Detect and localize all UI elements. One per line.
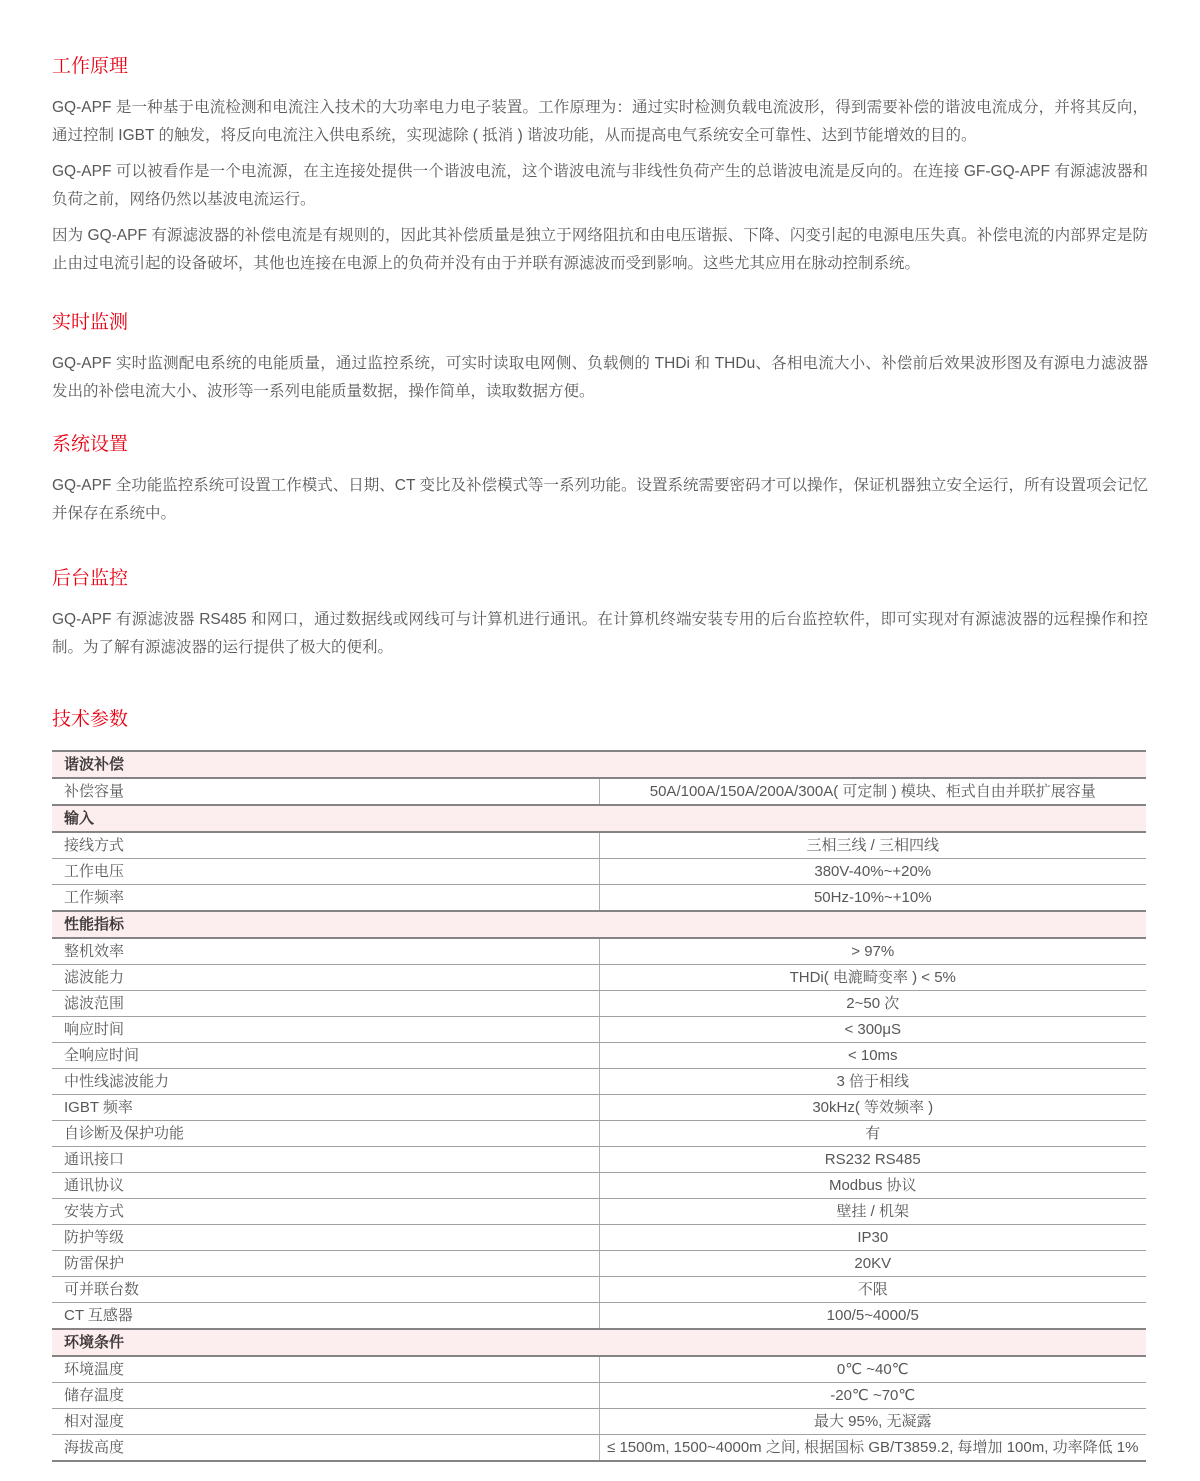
table-row <box>52 991 1146 1017</box>
spec-label-cell: 滤波范围 <box>52 991 599 1017</box>
spec-label-cell: 全响应时间 <box>52 1043 599 1069</box>
spec-value-cell: 三相三线 / 三相四线 <box>599 832 1146 859</box>
table-row <box>52 1277 1146 1303</box>
spec-label-cell: 可并联台数 <box>52 1277 599 1303</box>
spec-value-cell: -20℃ ~70℃ <box>599 1383 1146 1409</box>
section-system-settings <box>52 432 1148 528</box>
table-row <box>52 1409 1146 1435</box>
spec-value-cell: 最大 95%, 无凝露 <box>599 1409 1146 1435</box>
table-row <box>52 1251 1146 1277</box>
spec-label-cell: 环境温度 <box>52 1356 599 1383</box>
paragraph: 因为 GQ-APF 有源滤波器的补偿电流是有规则的，因此其补偿质量是独立于网络阻抗和由电压谐振、下降、闪变引起的电源电压失真。补偿电流的内部界定是防止由过电流引起的设备破坏，其他也连接在电源上的负荷并没有由于并联有源滤波而受到影响。这些尤其应用在脉动控制系统。 <box>52 227 1148 272</box>
paragraph: GQ-APF 全功能监控系统可设置工作模式、日期、CT 变比及补偿模式等一系列功能。设置系统需要密码才可以操作，保证机器独立安全运行，所有设置项会记忆并保存在系统中。 <box>52 477 1148 522</box>
spec-value-cell: < 10ms <box>599 1043 1146 1069</box>
spec-label-cell: 相对湿度 <box>52 1409 599 1435</box>
spec-table <box>52 750 1146 1462</box>
spec-value-cell: 0℃ ~40℃ <box>599 1356 1146 1383</box>
table-row <box>52 1383 1146 1409</box>
section-heading-backend-monitoring: 后台监控 <box>52 568 129 589</box>
table-row <box>52 1017 1146 1043</box>
spec-label-cell: 防雷保护 <box>52 1251 599 1277</box>
spec-label-cell: 工作电压 <box>52 859 599 885</box>
spec-value-cell: THDi( 电漉畸变率 ) < 5% <box>599 965 1146 991</box>
spec-value-cell: > 97% <box>599 938 1146 965</box>
spec-label-cell: 滤波能力 <box>52 965 599 991</box>
spec-label-cell: 海拔高度 <box>52 1435 599 1462</box>
spec-value-cell: 30kHz( 等效频率 ) <box>599 1095 1146 1121</box>
spec-value-cell: RS232 RS485 <box>599 1147 1146 1173</box>
table-group-header <box>52 751 1146 778</box>
spec-value-cell: < 300μS <box>599 1017 1146 1043</box>
spec-value-cell: 壁挂 / 机架 <box>599 1199 1146 1225</box>
spec-value-cell: 不限 <box>599 1277 1146 1303</box>
spec-label-cell: 安装方式 <box>52 1199 599 1225</box>
table-row <box>52 1225 1146 1251</box>
spec-value-cell: Modbus 协议 <box>599 1173 1146 1199</box>
section-realtime-monitoring <box>52 310 1148 406</box>
spec-value-cell: ≤ 1500m, 1500~4000m 之间, 根据国标 GB/T3859.2, 每增加 100m, 功率降低 1% <box>599 1435 1146 1462</box>
table-row <box>52 1173 1146 1199</box>
table-row <box>52 1303 1146 1330</box>
table-row <box>52 1199 1146 1225</box>
spec-value-cell: 50A/100A/150A/200A/300A( 可定制 ) 模块、柜式自由并联扩展容量 <box>599 778 1146 805</box>
table-row <box>52 1043 1146 1069</box>
spec-label-cell: 储存温度 <box>52 1383 599 1409</box>
spec-label-cell: 防护等级 <box>52 1225 599 1251</box>
table-group-header-label: 谐波补偿 <box>52 751 1146 778</box>
sections-container <box>52 54 1148 733</box>
table-row <box>52 1356 1146 1383</box>
table-group-header <box>52 911 1146 938</box>
spec-label-cell: IGBT 频率 <box>52 1095 599 1121</box>
table-row <box>52 1121 1146 1147</box>
section-heading-working-principle: 工作原理 <box>52 56 129 77</box>
table-row <box>52 965 1146 991</box>
section-working-principle <box>52 54 1148 278</box>
table-row <box>52 885 1146 912</box>
spec-label-cell: 通讯接口 <box>52 1147 599 1173</box>
section-heading-realtime-monitoring: 实时监测 <box>52 312 129 333</box>
table-row <box>52 1069 1146 1095</box>
spec-value-cell: 100/5~4000/5 <box>599 1303 1146 1330</box>
table-row <box>52 938 1146 965</box>
document-page <box>0 54 1200 1462</box>
table-row <box>52 778 1146 805</box>
spec-table-body <box>52 751 1146 1461</box>
table-group-header-label: 环境条件 <box>52 1329 1146 1356</box>
spec-label-cell: 补偿容量 <box>52 778 599 805</box>
spec-value-cell: 2~50 次 <box>599 991 1146 1017</box>
spec-value-cell: 有 <box>599 1121 1146 1147</box>
spec-value-cell: 50Hz-10%~+10% <box>599 885 1146 912</box>
spec-label-cell: 中性线滤波能力 <box>52 1069 599 1095</box>
spec-value-cell: 20KV <box>599 1251 1146 1277</box>
table-group-header <box>52 1329 1146 1356</box>
section-backend-monitoring <box>52 566 1148 662</box>
spec-label-cell: 工作频率 <box>52 885 599 912</box>
spec-label-cell: 自诊断及保护功能 <box>52 1121 599 1147</box>
table-group-header <box>52 805 1146 832</box>
spec-label-cell: 通讯协议 <box>52 1173 599 1199</box>
section-technical-parameters <box>52 707 1148 733</box>
table-row <box>52 832 1146 859</box>
paragraph: GQ-APF 有源滤波器 RS485 和网口，通过数据线或网线可与计算机进行通讯。在计算机终端安装专用的后台监控软件，即可实现对有源滤波器的远程操作和控制。为了解有源滤波器的运行提供了极大的便利。 <box>52 611 1148 656</box>
paragraph: GQ-APF 是一种基于电流检测和电流注入技术的大功率电力电子装置。工作原理为：通过实时检测负载电流波形，得到需要补偿的谐波电流成分，并将其反向，通过控制 IGBT 的触发，将反向电流注入供电系统，实现滤除 ( 抵消 ) 谐波功能，从而提高电气系统安全可靠性、达到节能增效的目的。 <box>52 99 1148 144</box>
paragraph: GQ-APF 实时监测配电系统的电能质量，通过监控系统，可实时读取电网侧、负载侧的 THDi 和 THDu、各相电流大小、补偿前后效果波形图及有源电力滤波器发出的补偿电流大小、波形等一系列电能质量数据，操作简单，读取数据方便。 <box>52 355 1148 400</box>
paragraph: GQ-APF 可以被看作是一个电流源，在主连接处提供一个谐波电流，这个谐波电流与非线性负荷产生的总谐波电流是反向的。在连接 GF-GQ-APF 有源滤波器和负荷之前，网络仍然以基波电流运行。 <box>52 163 1148 208</box>
table-group-header-label: 性能指标 <box>52 911 1146 938</box>
section-heading-technical-parameters: 技术参数 <box>52 709 129 730</box>
spec-label-cell: CT 互感器 <box>52 1303 599 1330</box>
spec-value-cell: 3 倍于相线 <box>599 1069 1146 1095</box>
table-row <box>52 1147 1146 1173</box>
section-heading-system-settings: 系统设置 <box>52 434 129 455</box>
spec-value-cell: 380V-40%~+20% <box>599 859 1146 885</box>
spec-label-cell: 接线方式 <box>52 832 599 859</box>
spec-label-cell: 响应时间 <box>52 1017 599 1043</box>
table-group-header-label: 输入 <box>52 805 1146 832</box>
spec-value-cell: IP30 <box>599 1225 1146 1251</box>
table-row <box>52 1435 1146 1462</box>
table-row <box>52 1095 1146 1121</box>
spec-label-cell: 整机效率 <box>52 938 599 965</box>
table-row <box>52 859 1146 885</box>
